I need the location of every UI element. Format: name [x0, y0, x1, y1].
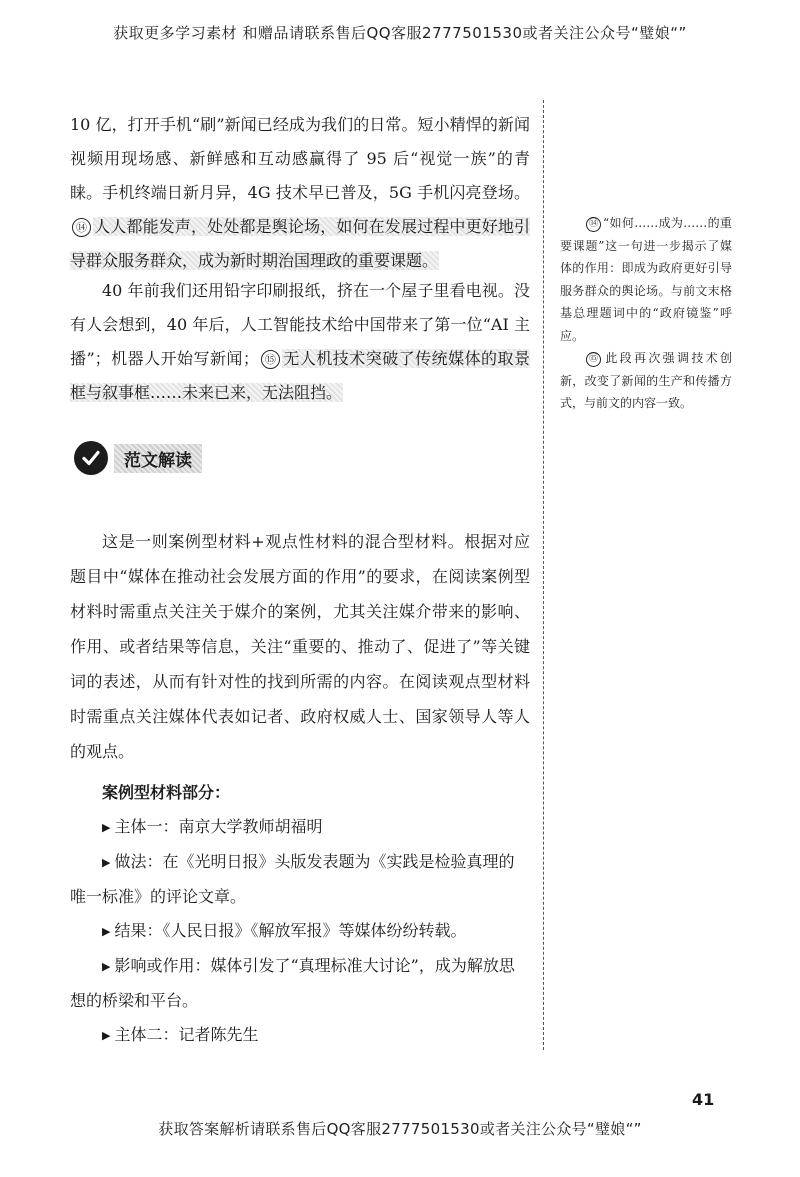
- triangle-bullet-icon: ▶: [102, 960, 111, 973]
- triangle-bullet-icon: ▶: [102, 821, 111, 834]
- sidebar-note-text: “如何……成为……的重要课题”这一句进一步揭示了媒体的作用：即成为政府更好引导服务群众的舆论场。与前文末格基总理题词中的“政府镜鉴”呼应。: [560, 216, 732, 343]
- analysis-paragraph: 这是一则案例型材料+观点性材料的混合型材料。根据对应题目中“媒体在推动社会发展方面的作用”的要求，在阅读案例型材料时需重点关注关于媒介的案例，尤其关注媒介带来的影响、作用、或者结果等信息，关注“重要的、推动了、促进了”等关键词的表述，从而有针对性的找到所需的内容。在阅读观点型材料时需重点关注媒体代表如记者、政府权威人士、国家领导人等人的观点。: [70, 532, 530, 761]
- list-item: ▶ 结果：《人民日报》《解放军报》等媒体纷纷转载。: [102, 921, 467, 940]
- article-paragraph-2: [70, 274, 530, 410]
- triangle-bullet-icon: ▶: [102, 856, 111, 869]
- triangle-bullet-icon: ▶: [102, 925, 111, 938]
- case-heading: 案例型材料部分：: [102, 783, 231, 802]
- section-title: 范文解读: [114, 444, 202, 473]
- sidebar-marker-15: ⑮: [586, 352, 601, 367]
- highlighted-passage-14: 人人都能发声，处处都是舆论场，如何在发展过程中更好地引导群众服务群众，成为新时期治国理政的重要课题。: [70, 217, 530, 270]
- annotation-marker-15: ⑮: [261, 350, 280, 369]
- list-item: ▶ 主体二：记者陈先生: [102, 1025, 259, 1044]
- article-paragraph-1: [70, 108, 530, 278]
- sidebar-note-15: [560, 347, 732, 415]
- page-number: 41: [692, 1090, 715, 1109]
- highlighted-passage-15: 无人机技术突破了传统媒体的取景框与叙事框……未来已来，无法阻挡。: [70, 349, 530, 402]
- sidebar-marker-14: ⑭: [586, 217, 601, 232]
- list-item: ▶ 主体一：南京大学教师胡福明: [102, 817, 323, 836]
- bottom-banner: 获取答案解析请联系售后QQ客服2777501530或者关注公众号“璧娘“”: [158, 1120, 642, 1138]
- list-item: ▶ 做法：在《光明日报》头版发表题为《实践是检验真理的唯一标准》的评论文章。: [70, 852, 515, 906]
- annotation-marker-14: ⑭: [72, 218, 91, 237]
- sidebar-note-text: 此段再次强调技术创新，改变了新闻的生产和传播方式，与前文的内容一致。: [560, 351, 732, 410]
- section-badge: [74, 440, 202, 476]
- sidebar-notes: [560, 212, 732, 415]
- triangle-bullet-icon: ▶: [102, 1029, 111, 1042]
- check-icon: [74, 441, 108, 475]
- sidebar-note-14: [560, 212, 732, 347]
- case-section: [70, 776, 530, 1053]
- column-divider: [543, 100, 544, 1050]
- list-item: ▶ 影响或作用：媒体引发了“真理标准大讨论”，成为解放思想的桥梁和平台。: [70, 956, 515, 1010]
- paragraph-text: 10 亿，打开手机“刷”新闻已经成为我们的日常。短小精悍的新闻视频用现场感、新鲜感和互动感赢得了 95 后“视觉一族”的青睐。手机终端日新月异，4G 技术早已普及，5G 手机闪亮登场。: [70, 115, 530, 202]
- paragraph-text: 40 年前我们还用铅字印刷报纸，挤在一个屋子里看电视。没有人会想到，40 年后，人工智能技术给中国带来了第一位“AI 主播”；机器人开始写新闻；: [70, 281, 530, 368]
- top-banner: 获取更多学习素材 和赠品请联系售后QQ客服2777501530或者关注公众号“璧娘“”: [113, 24, 687, 42]
